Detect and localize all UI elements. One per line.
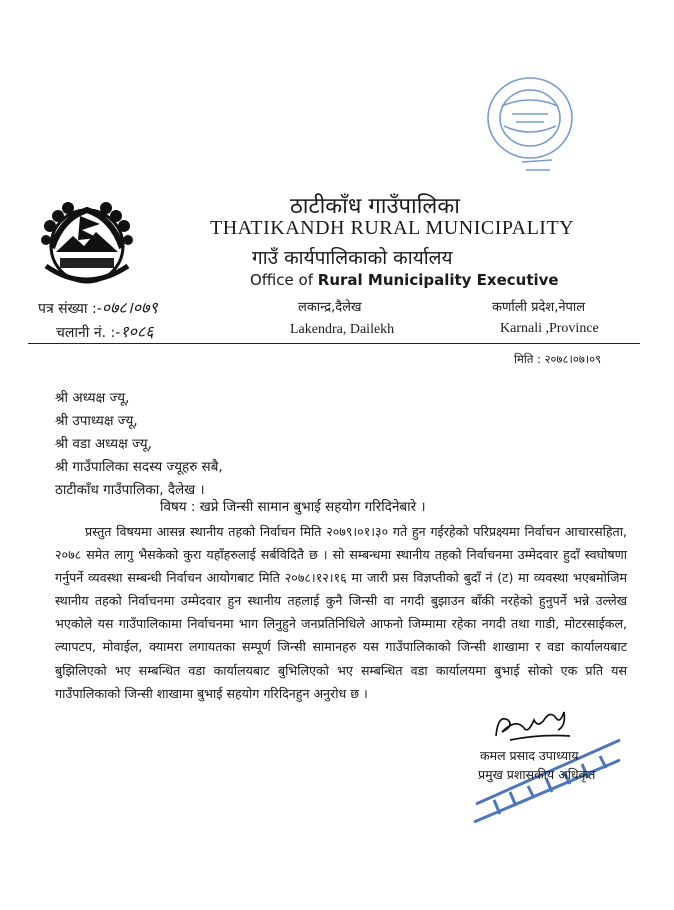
- letter-subject: विषय : खप्ने जिन्सी सामान बुभाई सहयोग गरिदिनेबारे ।: [160, 499, 426, 515]
- letter-number-label: पत्र संख्या :-: [38, 301, 102, 317]
- office-name-prefix: Office of: [250, 271, 318, 289]
- recipient-line: श्री अध्यक्ष ज्यू,: [55, 390, 130, 406]
- signatory-title: प्रमुख प्रशासकीय अधिकृत: [478, 767, 596, 782]
- office-stamp: [482, 66, 578, 176]
- nepal-emblem-logo: [38, 196, 136, 288]
- recipient-line: श्री गाउँपालिका सदस्य ज्यूहरु सबै,: [55, 459, 223, 475]
- office-name-english: [250, 271, 559, 289]
- letter-number: [38, 296, 158, 318]
- officer-seal-stamp: [470, 700, 640, 830]
- signatory-name: कमल प्रसाद उपाध्याय: [480, 748, 579, 763]
- province-english: Karnali ,Province: [500, 321, 599, 336]
- dispatch-number: [56, 320, 154, 342]
- recipient-line: श्री वडा अध्यक्ष ज्यू,: [55, 436, 152, 452]
- letter-number-value: ०७८।०७९: [101, 298, 158, 317]
- letter-date: मिति : २०७८।०७।०९: [514, 352, 602, 366]
- municipality-name-english: THATIKANDH RURAL MUNICIPALITY: [210, 217, 575, 239]
- province-nepali: कर्णाली प्रदेश,नेपाल: [492, 300, 586, 315]
- location-english: Lakendra, Dailekh: [290, 322, 395, 337]
- office-name-bold: Rural Municipality Executive: [317, 271, 559, 289]
- municipality-name-nepali: ठाटीकाँध गाउँपालिका: [290, 194, 460, 219]
- letter-body: प्रस्तुत विषयमा आसन्न स्थानीय तहको निर्वाचन मिति २०७९।०१।३० गते हुन गईरहेको परिप्रक्ष्यमा निर्वाचन आचारसहिता, २०७८ समेत लागु भैसकेको कुरा यहाँहरुलाई सर्बविदितै छ । सो सम्बन्धमा स्थानीय तहको निर्वाचनमा उम्मेदवार हुदाँ स्वघोषणा गर्नुपर्ने व्यवस्था सम्बन्धी निर्वाचन आयोगबाट मिति २०७८।१२।१६ मा जारी प्रस विज्ञप्तीको बुदाँ नं (ट) मा व्यवस्था भएबमोजिम स्थानीय तहको निर्वाचनमा उम्मेदवार हुन स्थानीय तहलाई कुनै जिन्सी वा नगदी बुझाउन बाँकी नरहेको हुनुपर्ने भन्ने उल्लेख भएकोले यस गाउँपालिकामा निर्वाचनमा भाग लिनुहुने जनप्रतिनिधिले आफनो जिम्मामा रहेका नगदी तथा गाडी, मोटरसाईकल, ल्यापटप, मोवाईल, क्यामरा लगायतका सम्पूर्ण जिन्सी सामानहरु यस गाउँपालिकाको जिन्सी शाखामा र वडा कार्यालयबाट बुझिलिएको भए सम्बन्धित वडा कार्यालयबाट बुभिलिएको भए सम्बन्धित वडा कार्यालयमा बुभाई सोको एक प्रति यस गाउँपालिकाको जिन्सी शाखामा बुभाई सहयोग गरिदिनहुन अनुरोध छ ।: [55, 524, 627, 701]
- office-name-nepali: गाउँ कार्यपालिकाको कार्यालय: [252, 247, 453, 269]
- header-divider: [28, 343, 640, 344]
- location-nepali: लकान्द्र,दैलेख: [298, 300, 362, 315]
- dispatch-number-value: १०८६: [120, 322, 154, 341]
- dispatch-number-label: चलानी नं. :-: [56, 325, 121, 341]
- recipient-line: ठाटीकाँध गाउँपालिका, दैलेख ।: [55, 482, 205, 498]
- recipient-line: श्री उपाध्यक्ष ज्यू,: [55, 413, 138, 429]
